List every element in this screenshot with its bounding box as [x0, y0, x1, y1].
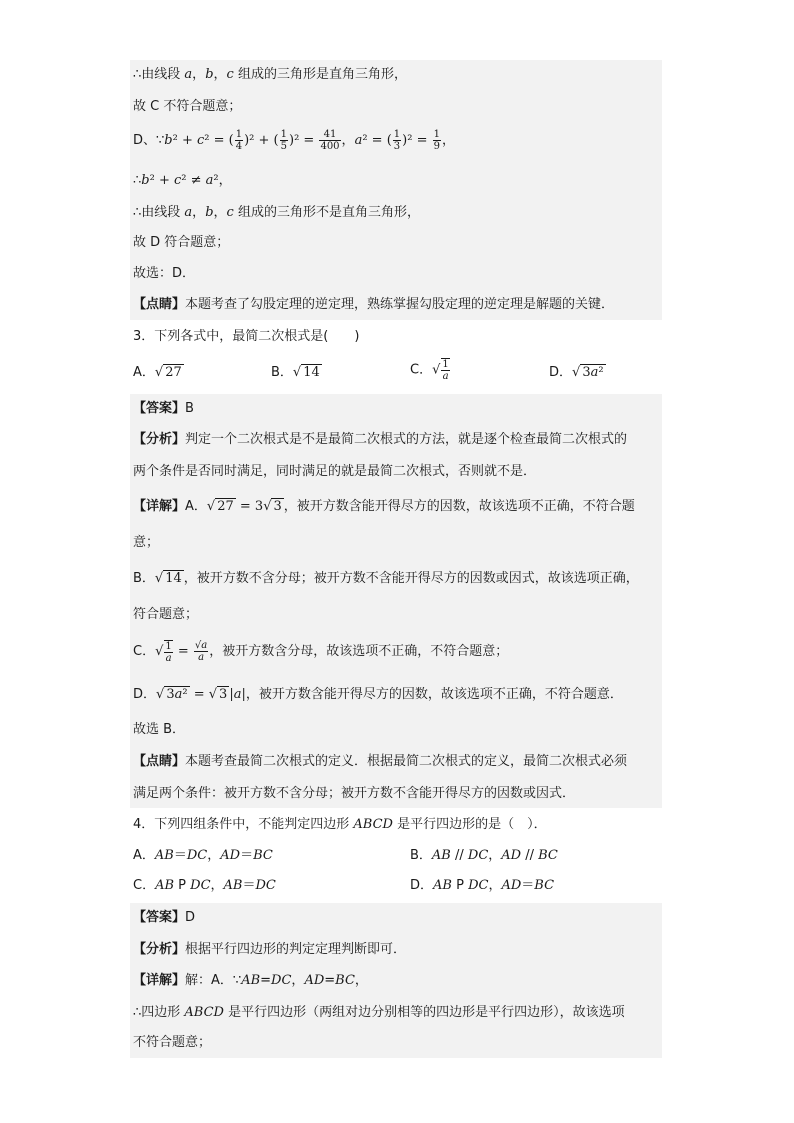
text-line: ∴由线段 a，b，c 组成的三角形是直角三角形， — [133, 67, 407, 82]
q4-option-c: C．AB P DC，AB＝DC — [133, 878, 276, 893]
answer-value: D — [185, 910, 196, 925]
comment-line — [133, 296, 614, 314]
question-3-stem: 3．下列各式中，最简二次根式是( ) — [133, 329, 360, 344]
q4-option-a: A．AB＝DC，AD＝BC — [133, 848, 273, 863]
analysis-line — [133, 431, 627, 449]
analysis-tag: 【分析】 — [133, 942, 186, 957]
detail-line: 【详解】A．√ 27 = 3√ 3 ，被开方数含能开得尽方的因数，故该选项不正确，不符合题 — [133, 499, 635, 514]
solution-block-q3 — [130, 394, 662, 808]
q3-option-b: B．√ 14 — [271, 365, 320, 380]
comment-line — [133, 753, 627, 771]
comment-tag: 【点睛】 — [133, 754, 186, 769]
analysis-line — [133, 941, 406, 959]
detail-line: D．√ 3a² = √ 3 |a|，被开方数含能开得尽方的因数，故该选项不正确，不符合题意． — [133, 687, 623, 702]
detail-line: 意； — [133, 535, 160, 550]
detail-line: ∴四边形 ABCD 是平行四边形（两组对边分别相等的四边形是平行四边形），故该选项 — [133, 1005, 625, 1020]
comment-tag: 【点睛】 — [133, 297, 186, 312]
comment-line: 满足两个条件：被开方数不含分母；被开方数不含能开得尽方的因数或因式． — [133, 786, 576, 801]
analysis-tag: 【分析】 — [133, 432, 186, 447]
text-line: 故 C 不符合题意； — [133, 99, 242, 114]
comment-text: 本题考查最简二次根式的定义．根据最简二次根式的定义，最简二次根式必须 — [185, 754, 628, 769]
q4-option-d: D．AB P DC，AD＝BC — [410, 878, 555, 893]
analysis-text: 判定一个二次根式是不是最简二次根式的方法，就是逐个检查最简二次根式的 — [185, 432, 628, 447]
text-line: ∴由线段 a，b，c 组成的三角形不是直角三角形， — [133, 205, 420, 220]
answer-value: B — [185, 401, 194, 416]
q3-option-d: D．√ 3a² — [549, 365, 604, 380]
answer-tag: 【答案】 — [133, 401, 186, 416]
text-line: 故选：D． — [133, 266, 196, 281]
text-line: 故 D 符合题意； — [133, 235, 230, 250]
formula-line: D、∵b² + c² = ( $\frac{1}{4}$ )² + ( $\frac{1}{5}$ )² = $\frac{41}{400}$ ，a² = ( $\frac{1}{3}$ )² = $\frac{1}{9}$ ， — [133, 129, 455, 152]
q4-option-b: B．AB // DC，AD // BC — [410, 848, 558, 863]
answer-tag: 【答案】 — [133, 910, 186, 925]
detail-line: 【详解】解：A．∵AB=DC，AD=BC， — [133, 973, 368, 988]
analysis-line: 两个条件是否同时满足，同时满足的就是最简二次根式，否则就不是． — [133, 464, 537, 479]
detail-line: 符合题意； — [133, 607, 199, 622]
detail-tag: 【详解】 — [133, 499, 186, 514]
choose-line: 故选 B． — [133, 722, 186, 737]
detail-tag: 【详解】 — [133, 973, 186, 988]
detail-line: C．√ $\frac{1}{a}$ = $\frac{√a}{a}$ ，被开方数含分母，故该选项不正确，不符合题意； — [133, 640, 509, 664]
answer-line — [133, 400, 194, 418]
answer-line — [133, 909, 195, 927]
detail-line: B．√ 14 ，被开方数不含分母；被开方数不含能开得尽方的因数或因式，故该选项正确， — [133, 571, 639, 586]
comment-text: 本题考查了勾股定理的逆定理，熟练掌握勾股定理的逆定理是解题的关键． — [185, 297, 615, 312]
analysis-text: 根据平行四边形的判定定理判断即可． — [185, 942, 407, 957]
detail-line: 不符合题意； — [133, 1035, 212, 1050]
q3-option-c: C．√ $\frac{1}{a}$ — [410, 359, 449, 382]
q3-option-a: A．√ 27 — [133, 365, 182, 380]
question-4-stem: 4．下列四组条件中，不能判定四边形 ABCD 是平行四边形的是（ ）． — [133, 817, 547, 832]
text-line: ∴b² + c² ≠ a²， — [133, 173, 232, 188]
